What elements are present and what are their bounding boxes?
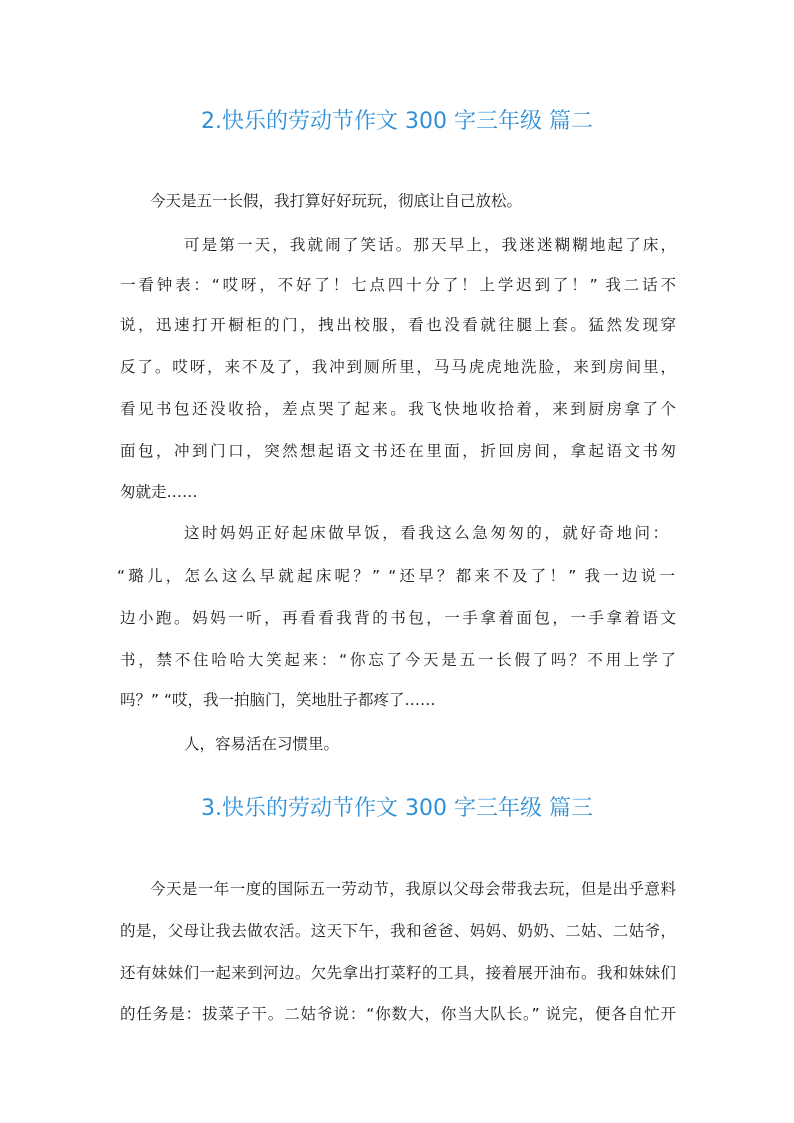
section-2-title: 2.快乐的劳动节作文 300 字三年级 篇二 <box>201 109 593 134</box>
paragraph-line: 人，容易活在习惯里。 <box>184 735 340 753</box>
paragraph-line: 一看钟表：“哎呀，不好了！七点四十分了！上学迟到了！” 我二话不 <box>120 276 676 294</box>
paragraph-line: 今天是一年一度的国际五一劳动节，我原以父母会带我去玩，但是出乎意料 <box>150 880 676 898</box>
paragraph-line: 的任务是：拔菜子干。二姑爷说：“你数大，你当大队长。” 说完，便各自忙开 <box>120 1005 676 1023</box>
paragraph-line: 今天是五一长假，我打算好好玩玩，彻底让自己放松。 <box>150 192 523 210</box>
paragraph-line: 的是，父母让我去做农活。这天下午，我和爸爸、妈妈、奶奶、二姑、二姑爷， <box>120 922 676 940</box>
paragraph-line: 面包，冲到门口，突然想起语文书还在里面，折回房间，拿起语文书匆 <box>120 442 676 460</box>
paragraph-line: 看见书包还没收拾，差点哭了起来。我飞快地收拾着，来到厨房拿了个 <box>120 400 676 418</box>
section-3-title: 3.快乐的劳动节作文 300 字三年级 篇三 <box>201 796 593 821</box>
paragraph-line: 还有妹妹们一起来到河边。欠先拿出打菜籽的工具，接着展开油布。我和妹妹们 <box>120 964 676 982</box>
paragraph-line: 反了。哎呀，来不及了，我冲到厕所里，马马虎虎地洗脸，来到房间里， <box>120 358 676 376</box>
paragraph-line: “璐儿，怎么这么早就起床呢？” “还早？都来不及了！” 我一边说一 <box>117 567 675 585</box>
paragraph-line: 匆就走…… <box>120 483 198 501</box>
paragraph-line: 边小跑。妈妈一听，再看看我背的书包，一手拿着面包，一手拿着语文 <box>120 609 676 627</box>
paragraph-line: 说，迅速打开橱柜的门，拽出校服，看也没看就往腿上套。猛然发现穿 <box>120 316 676 334</box>
paragraph-line: 吗？” “哎，我一拍脑门，笑地肚子都疼了…… <box>120 691 436 709</box>
paragraph-line: 可是第一天，我就闹了笑话。那天早上，我迷迷糊糊地起了床， <box>184 236 676 254</box>
paragraph-line: 这时妈妈正好起床做早饭，看我这么急匆匆的，就好奇地问： <box>184 524 668 542</box>
paragraph-line: 书，禁不住哈哈大笑起来：“你忘了今天是五一长假了吗？不用上学了 <box>120 651 676 669</box>
